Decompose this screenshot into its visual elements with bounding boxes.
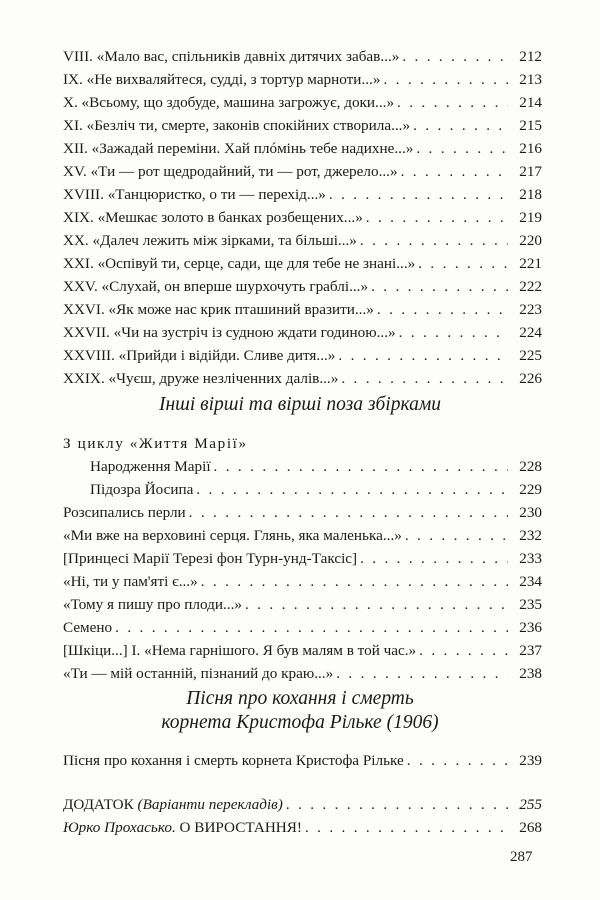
toc-entry	[63, 70, 542, 90]
toc-entry-page: 255	[519, 796, 542, 813]
toc-entry	[63, 618, 542, 638]
toc-entry-title: «Ні, ти у пам'яті є...»	[63, 573, 198, 590]
toc-entry	[63, 346, 542, 366]
toc-entry	[63, 323, 542, 343]
toc-entry-title: Підозра Йосипа	[90, 481, 194, 498]
dot-leader	[383, 70, 508, 90]
toc-entry-page: 235	[519, 596, 542, 613]
toc-entry-page: 228	[519, 458, 542, 475]
toc-entry-title: IX. «Не вихваляйтеся, судді, з тортур марноти...»	[63, 71, 381, 88]
addendum-subtitle: (Варіанти перекладів)	[137, 796, 283, 813]
toc-entry-essay	[63, 818, 542, 838]
dot-leader	[405, 526, 508, 546]
toc-entry	[63, 751, 542, 771]
toc-entry-title: Розсипались перли	[63, 504, 186, 521]
toc-entry-page: 224	[519, 324, 542, 341]
toc-entry-title: XVIII. «Танцюристко, о ти — перехід...»	[63, 186, 326, 203]
toc-entry-title: XXVI. «Як може нас крик пташиний вразити...»	[63, 301, 374, 318]
toc-entry-title: «Ти — мій останній, пізнаний до краю...»	[63, 665, 334, 682]
dot-leader	[399, 323, 508, 343]
toc-entry-title: XXI. «Оспівуй ти, серце, сади, ще для тебе не знані...»	[63, 255, 416, 272]
dot-leader	[329, 185, 508, 205]
toc-entry-page: 220	[519, 232, 542, 249]
toc-entry	[63, 300, 542, 320]
dot-leader	[407, 751, 508, 771]
toc-entry	[90, 457, 542, 477]
dot-leader	[305, 818, 508, 838]
dot-leader	[201, 572, 508, 592]
toc-entry-page: 214	[519, 94, 542, 111]
toc-entry-page: 222	[519, 278, 542, 295]
toc-entry-title: XIX. «Мешкає золото в банках розбещених...»	[63, 209, 363, 226]
toc-entry	[63, 369, 542, 389]
toc-entry	[90, 480, 542, 500]
toc-entry-title: XXIX. «Чуєш, друже незліченних далів...»	[63, 370, 339, 387]
toc-entry-title: [Шкіци...] І. «Нема гарнішого. Я був малям в той час.»	[63, 642, 417, 659]
toc-entry-page: 268	[519, 819, 542, 836]
toc-entry-page: 223	[519, 301, 542, 318]
toc-entry-page: 237	[519, 642, 542, 659]
dot-leader	[245, 595, 508, 615]
cycle-label: З циклу «Життя Марії»	[63, 435, 248, 452]
toc-entry-page: 233	[519, 550, 542, 567]
section-heading-cornet-line1: Пісня про кохання і смерть	[186, 688, 414, 709]
toc-entry-title	[63, 818, 302, 838]
toc-entry-title: XI. «Безліч ти, смерте, законів спокійних створила...»	[63, 117, 411, 134]
dot-leader	[366, 208, 508, 228]
dot-leader	[115, 618, 508, 638]
toc-entry-title: Народження Марії	[90, 458, 211, 475]
dot-leader	[419, 641, 508, 661]
essay-author: Юрко Прохасько.	[63, 819, 176, 836]
toc-entry-page: 239	[519, 752, 542, 769]
toc-entry	[63, 277, 542, 297]
toc-entry-addendum	[63, 795, 542, 815]
toc-entry-title: Семено	[63, 619, 113, 636]
toc-entry-title: Пісня про кохання і смерть корнета Кристофа Рільке	[63, 752, 404, 769]
dot-leader	[341, 369, 508, 389]
dot-leader	[196, 480, 508, 500]
toc-entry	[63, 641, 542, 661]
toc-entry-title: XXV. «Слухай, он вперше шурхочуть граблі...»	[63, 278, 369, 295]
toc-entry-title: XXVIII. «Прийди і відійди. Сливе дитя...»	[63, 347, 336, 364]
dot-leader	[416, 139, 508, 159]
toc-entry-page: 234	[519, 573, 542, 590]
toc-entry	[63, 208, 542, 228]
dot-leader	[286, 795, 508, 815]
toc-entry-page: 230	[519, 504, 542, 521]
dot-leader	[360, 231, 508, 251]
toc-entry-title: «Ми вже на верховині серця. Глянь, яка маленька...»	[63, 527, 402, 544]
dot-leader	[338, 346, 508, 366]
toc-entry	[63, 93, 542, 113]
toc-entry-title: «Тому я пишу про плоди...»	[63, 596, 242, 613]
essay-title: О ВИРОСТАННЯ!	[175, 819, 302, 836]
toc-entry-page: 218	[519, 186, 542, 203]
toc-entry-title: XV. «Ти — рот щедродайний, ти — рот, джерело...»	[63, 163, 398, 180]
toc-entry-page: 236	[519, 619, 542, 636]
dot-leader	[418, 254, 508, 274]
toc-entry-page: 238	[519, 665, 542, 682]
toc-entry-page: 221	[519, 255, 542, 272]
toc-entry	[63, 162, 542, 182]
toc-entry-page: 226	[519, 370, 542, 387]
toc-entry-page: 225	[519, 347, 542, 364]
dot-leader	[402, 47, 508, 67]
toc-entry	[63, 549, 542, 569]
dot-leader	[360, 549, 508, 569]
toc-entry	[63, 185, 542, 205]
toc-entry-title	[63, 795, 283, 815]
dot-leader	[401, 162, 508, 182]
page-number: 287	[510, 849, 533, 865]
toc-entry	[63, 254, 542, 274]
toc-entry	[63, 231, 542, 251]
toc-entry-page: 215	[519, 117, 542, 134]
dot-leader	[413, 116, 508, 136]
toc-entry-page: 212	[519, 48, 542, 65]
toc-entry	[63, 664, 542, 684]
dot-leader	[377, 300, 508, 320]
addendum-label: ДОДАТОК	[63, 796, 138, 813]
toc-entry	[63, 526, 542, 546]
toc-entry-title: X. «Всьому, що здобуде, машина загрожує, доки...»	[63, 94, 395, 111]
toc-entry	[63, 595, 542, 615]
toc-entry-title: VIII. «Мало вас, спільників давніх дитячих забав...»	[63, 48, 400, 65]
toc-entry	[63, 139, 542, 159]
toc-entry-title: XII. «Зажадай переміни. Хай плóмінь тебе надихне...»	[63, 140, 414, 157]
dot-leader	[397, 93, 508, 113]
section-heading-other-poems: Інші вірші та вірші поза збірками	[158, 394, 442, 415]
section-heading-cornet-line2: корнета Кристофа Рільке (1906)	[161, 712, 439, 733]
toc-entry	[63, 116, 542, 136]
toc-entry-page: 232	[519, 527, 542, 544]
toc-entry-page: 216	[519, 140, 542, 157]
toc-entry-page: 217	[519, 163, 542, 180]
toc-entry	[63, 572, 542, 592]
toc-entry-page: 229	[519, 481, 542, 498]
dot-leader	[214, 457, 508, 477]
toc-entry-page: 213	[519, 71, 542, 88]
toc-entry-title: XXVII. «Чи на зустріч із судною ждати годиною...»	[63, 324, 396, 341]
dot-leader	[371, 277, 508, 297]
toc-entry	[63, 503, 542, 523]
toc-entry-title: [Принцесі Марії Терезі фон Турн-унд-Таксіс]	[63, 550, 358, 567]
toc-entry-title: XX. «Далеч лежить між зірками, та більші...»	[63, 232, 357, 249]
dot-leader	[336, 664, 508, 684]
toc-entry	[63, 47, 542, 67]
dot-leader	[189, 503, 508, 523]
toc-entry-page: 219	[519, 209, 542, 226]
